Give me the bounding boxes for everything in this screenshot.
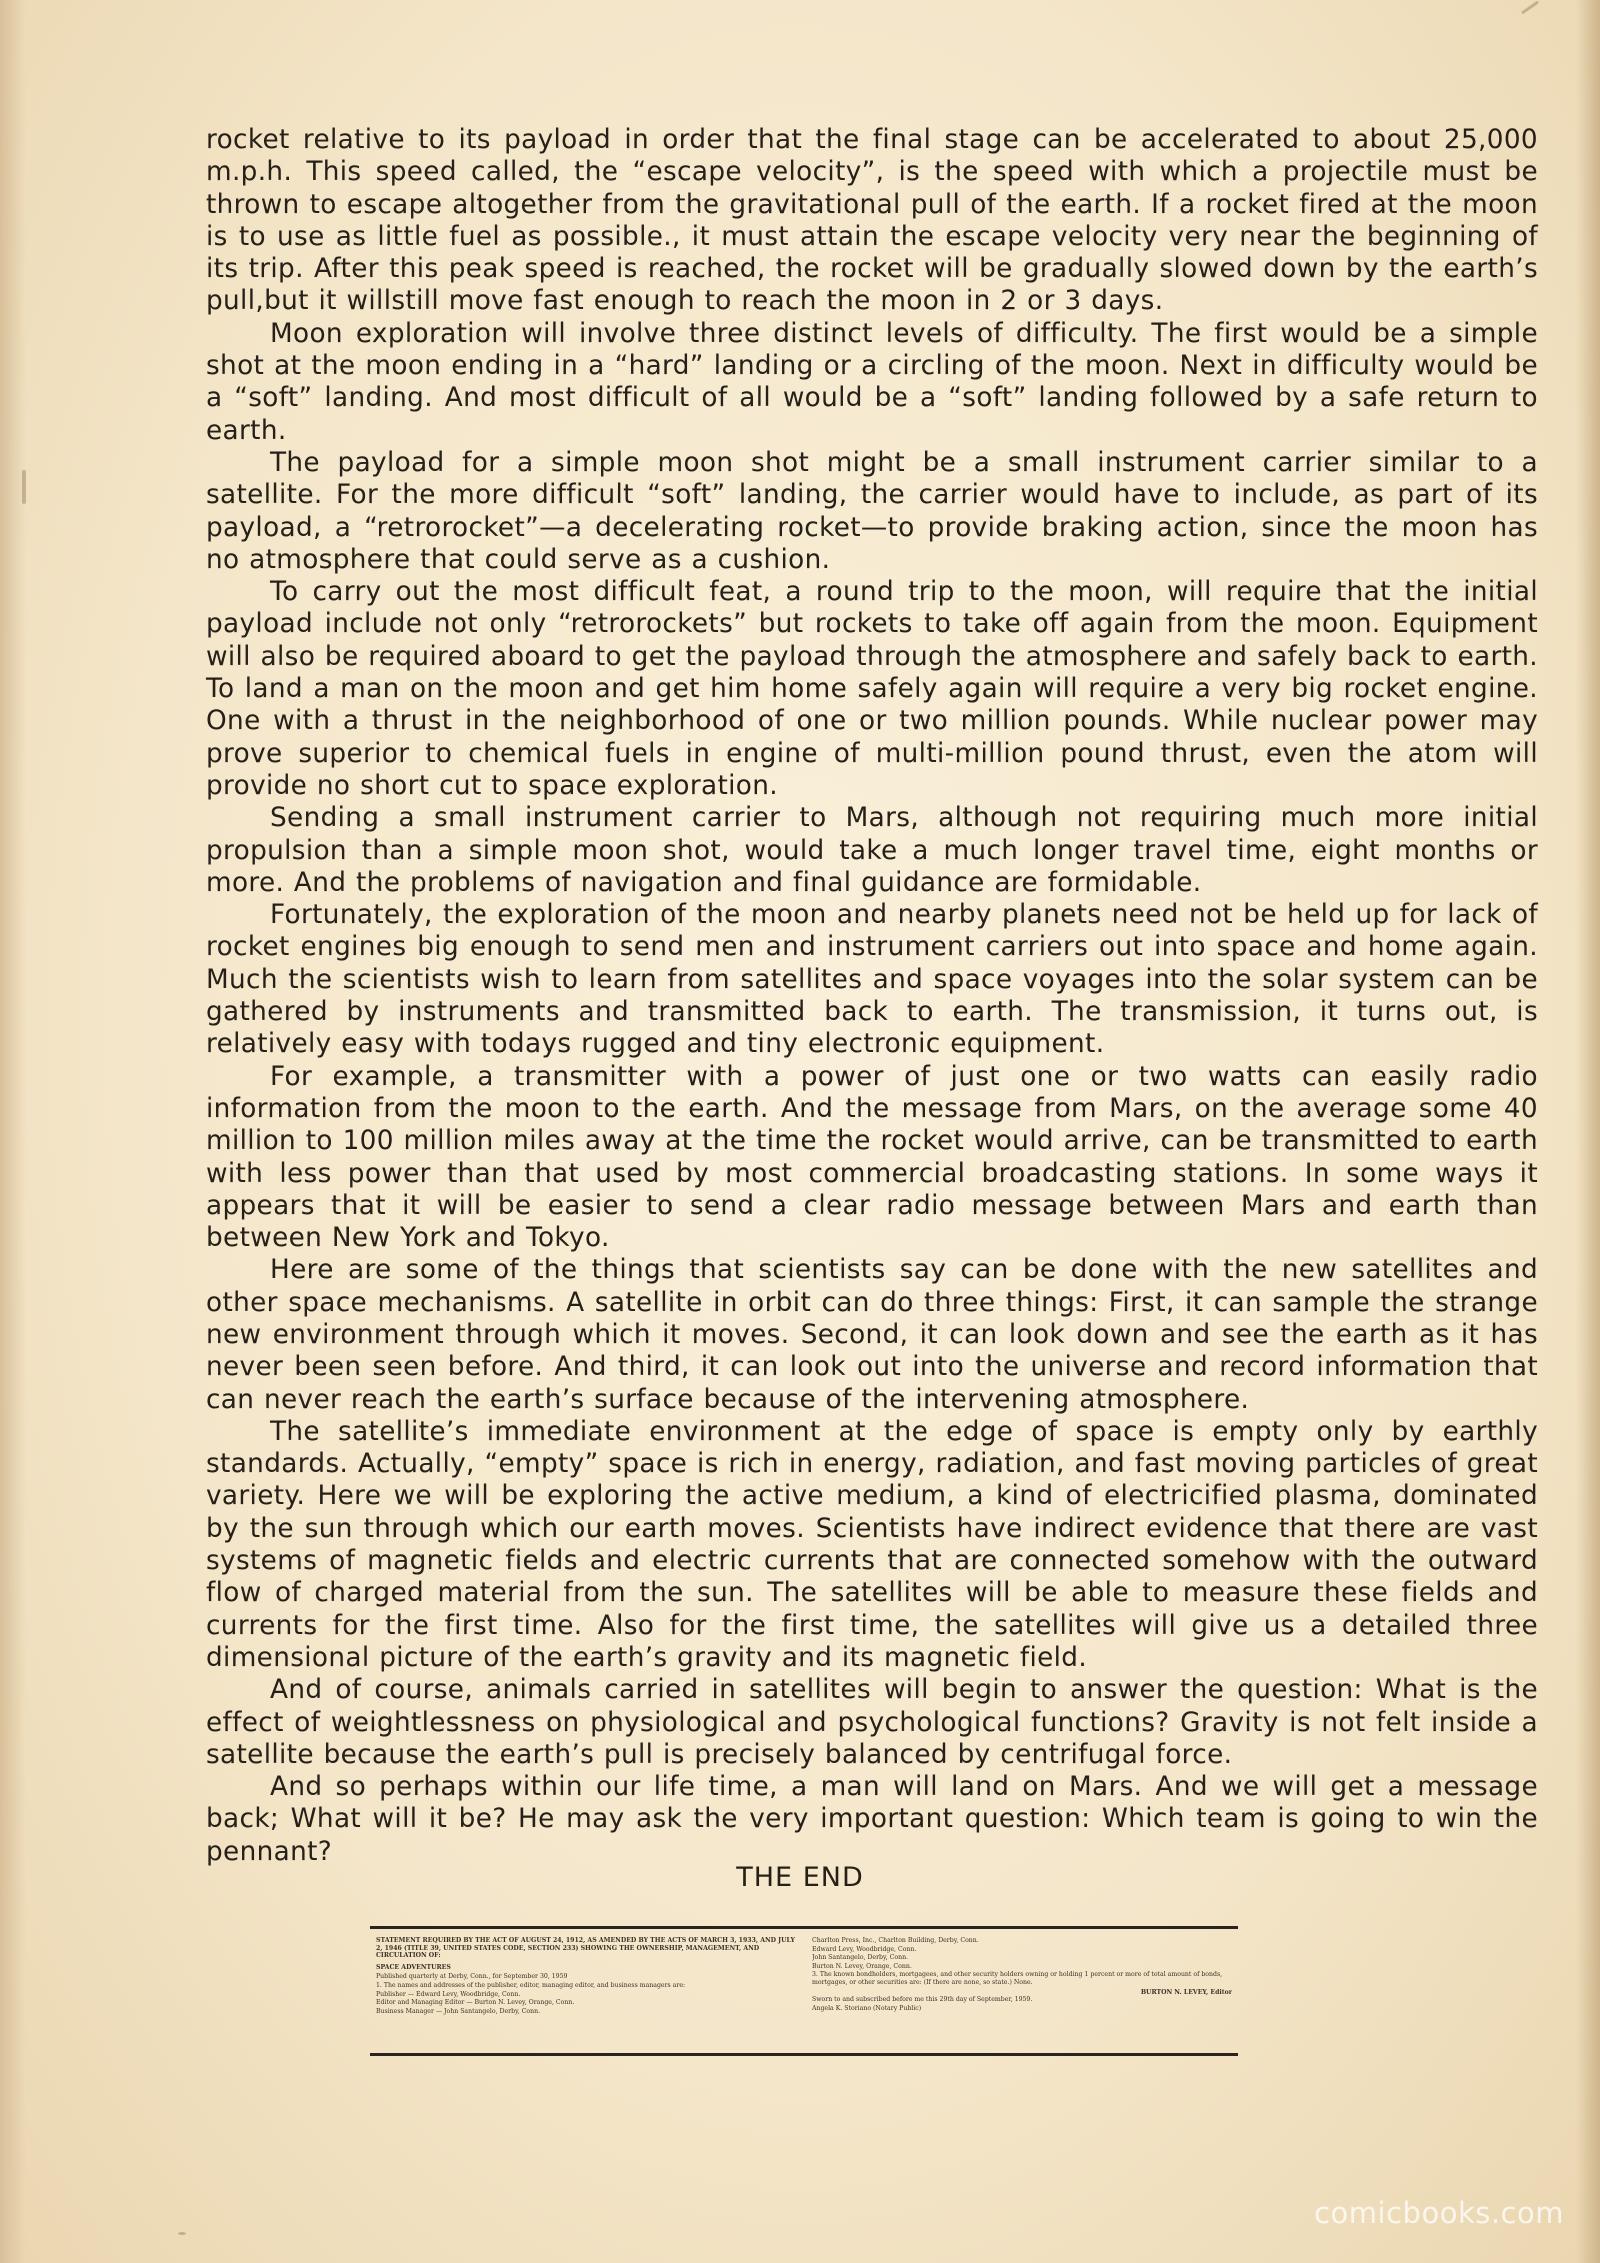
- page-edge-left: [0, 0, 26, 2263]
- article-paragraph: The satellite’s immediate environment at the edge of space is empty only by earthly standards. Actually, “empty” space is rich in energy, radiation, and fast moving particles of great variety. Here we will be exploring the active medium, a kind of electricified plasma, dominated by the sun through which our earth moves. Scientists have indirect evidence that there are vast systems of magnetic fields and electric currents that are connected somehow with the outward flow of charged material from the sun. The satellites will be able to measure these fields and currents for the first time. Also for the first time, the satellites will give us a detailed three dimensional picture of the earth’s gravity and its magnetic field.: [206, 1416, 1538, 1673]
- ownership-statement: [370, 1926, 1238, 2056]
- statement-line: Publisher — Edward Levy, Woodbridge, Conn.: [376, 1990, 521, 1998]
- article-paragraph: Sending a small instrument carrier to Mars, although not requiring much more initial propulsion than a simple moon shot, would take a much longer travel time, eight months or more. And the problems of navigation and final guidance are formidable.: [206, 803, 1538, 898]
- statement-line: Burton N. Levey, Orange, Conn.: [812, 1962, 912, 1970]
- the-end-label: THE END: [736, 1862, 864, 1893]
- statement-line: Editor and Managing Editor — Burton N. Levey, Orange, Conn.: [376, 1999, 575, 2007]
- statement-line: Business Manager — John Santangelo, Derby, Conn.: [376, 2007, 541, 2015]
- statement-published: Published quarterly at Derby, Conn., for September 30, 1959: [376, 1973, 568, 1981]
- bottom-mark: [178, 2232, 186, 2235]
- statement-signature: BURTON N. LEVEY, Editor: [1140, 1988, 1232, 1996]
- page-edge-right: [1576, 0, 1600, 2263]
- article-paragraph: For example, a transmitter with a power of just one or two watts can easily radio information from the moon to the earth. And the message from Mars, on the average some 40 million to 100 million miles away at the time the rocket would arrive, can be transmitted to earth with less power than that used by most commercial broadcasting stations. In some ways it appears that it will be easier to send a clear radio message between Mars and earth than between New York and Tokyo.: [206, 1061, 1538, 1254]
- statement-line: Charlton Press, Inc., Charlton Building, Derby, Conn.: [812, 1937, 979, 1944]
- article-paragraph: To carry out the most difficult feat, a round trip to the moon, will require that the initial payload include not only “retrorockets” but rockets to take off again from the moon. Equipment will also be required aboard to get the payload through the atmosphere and safely back to earth. To land a man on the moon and get him home safely again will require a very big rocket engine. One with a thrust in the neighborhood of one or two million pounds. While nuclear power may prove superior to chemical fuels in engine of multi-million pound thrust, even the atom will provide no short cut to space exploration.: [206, 577, 1538, 801]
- article-paragraph: The payload for a simple moon shot might be a small instrument carrier similar to a satellite. For the more difficult “soft” landing, the carrier would have to include, as part of its payload, a “retrorocket”—a decelerating rocket—to provide braking action, since the moon has no atmosphere that could serve as a cushion.: [206, 447, 1538, 575]
- article-paragraph: Here are some of the things that scientists say can be done with the new satellites and other space mechanisms. A satellite in orbit can do three things: First, it can sample the strange new environment through which it moves. Second, it can look down and see the earth as it has never been seen before. And third, it can look out into the universe and record information that can never reach the earth’s surface because of the intervening atmosphere.: [206, 1255, 1538, 1415]
- article-paragraph: Fortunately, the exploration of the moon and nearby planets need not be held up for lack of rocket engines big enough to send men and instrument carriers out into space and home again. Much the scientists wish to learn from satellites and space voyages into the solar system can be gathered by instruments and transmitted back to earth. The transmission, it turns out, is relatively easy with todays rugged and tiny electronic equipment.: [206, 900, 1538, 1060]
- statement-line: Edward Levy, Woodbridge, Conn.: [812, 1945, 917, 1953]
- statement-left-column: [376, 1937, 796, 2045]
- statement-sworn: Sworn to and subscribed before me this 29th day of September, 1959.: [812, 1996, 1033, 2004]
- statement-line: John Santangelo, Derby, Conn.: [812, 1954, 909, 1962]
- article-body: [206, 124, 1538, 1868]
- statement-notary: Angela K. Storiano (Notary Public): [812, 2004, 922, 2012]
- article-paragraph: rocket relative to its payload in order that the final stage can be accelerated to about 25,000 m.p.h. This speed called, the “escape velocity”, is the speed with which a projectile must be thrown to escape altogether from the gravitational pull of the earth. If a rocket fired at the moon is to use as little fuel as possible., it must attain the escape velocity very near the beginning of its trip. After this peak speed is reached, the rocket will be gradually slowed down by the earth’s pull,but it willstill move fast enough to reach the moon in 2 or 3 days.: [206, 125, 1538, 317]
- statement-line: 1. The names and addresses of the publisher, editor, managing editor, and business managers are:: [376, 1981, 686, 1989]
- article-paragraph: And so perhaps within our life time, a man will land on Mars. And we will get a message back; What will it be? He may ask the very important question: Which team is going to win the pennant?: [206, 1772, 1538, 1867]
- site-watermark: comicbooks.com: [1314, 2196, 1564, 2230]
- article-paragraph: And of course, animals carried in satellites will begin to answer the question: What is the effect of weightlessness on physiological and psychological functions? Gravity is not felt inside a satellite because the earth’s pull is precisely balanced by centrifugal force.: [206, 1675, 1538, 1770]
- statement-right-column: [812, 1937, 1232, 2045]
- statement-publication: SPACE ADVENTURES: [376, 1963, 451, 1971]
- corner-mark: [1521, 1, 1539, 15]
- statement-heading: STATEMENT REQUIRED BY THE ACT OF AUGUST 24, 1912, AS AMENDED BY THE ACTS OF MARCH 3, 1933, AND JULY 2, 1946 (TITLE 39, UNITED STATES CODE, SECTION 233) SHOWING THE OWNERSHIP, MANAGEMENT, AND CIRCULATION OF:: [376, 1937, 795, 1960]
- statement-line: 3. The known bondholders, mortgagees, and other security holders owning or holding 1 percent or more of total amount of bonds, mortgages, or other securities are: (If there are none, so state.) None.: [812, 1971, 1223, 1986]
- article-paragraph: Moon exploration will involve three distinct levels of difficulty. The first would be a simple shot at the moon ending in a “hard” landing or a circling of the moon. Next in difficulty would be a “soft” landing. And most difficult of all would be a “soft” landing followed by a safe return to earth.: [206, 318, 1538, 446]
- margin-mark: [22, 470, 26, 504]
